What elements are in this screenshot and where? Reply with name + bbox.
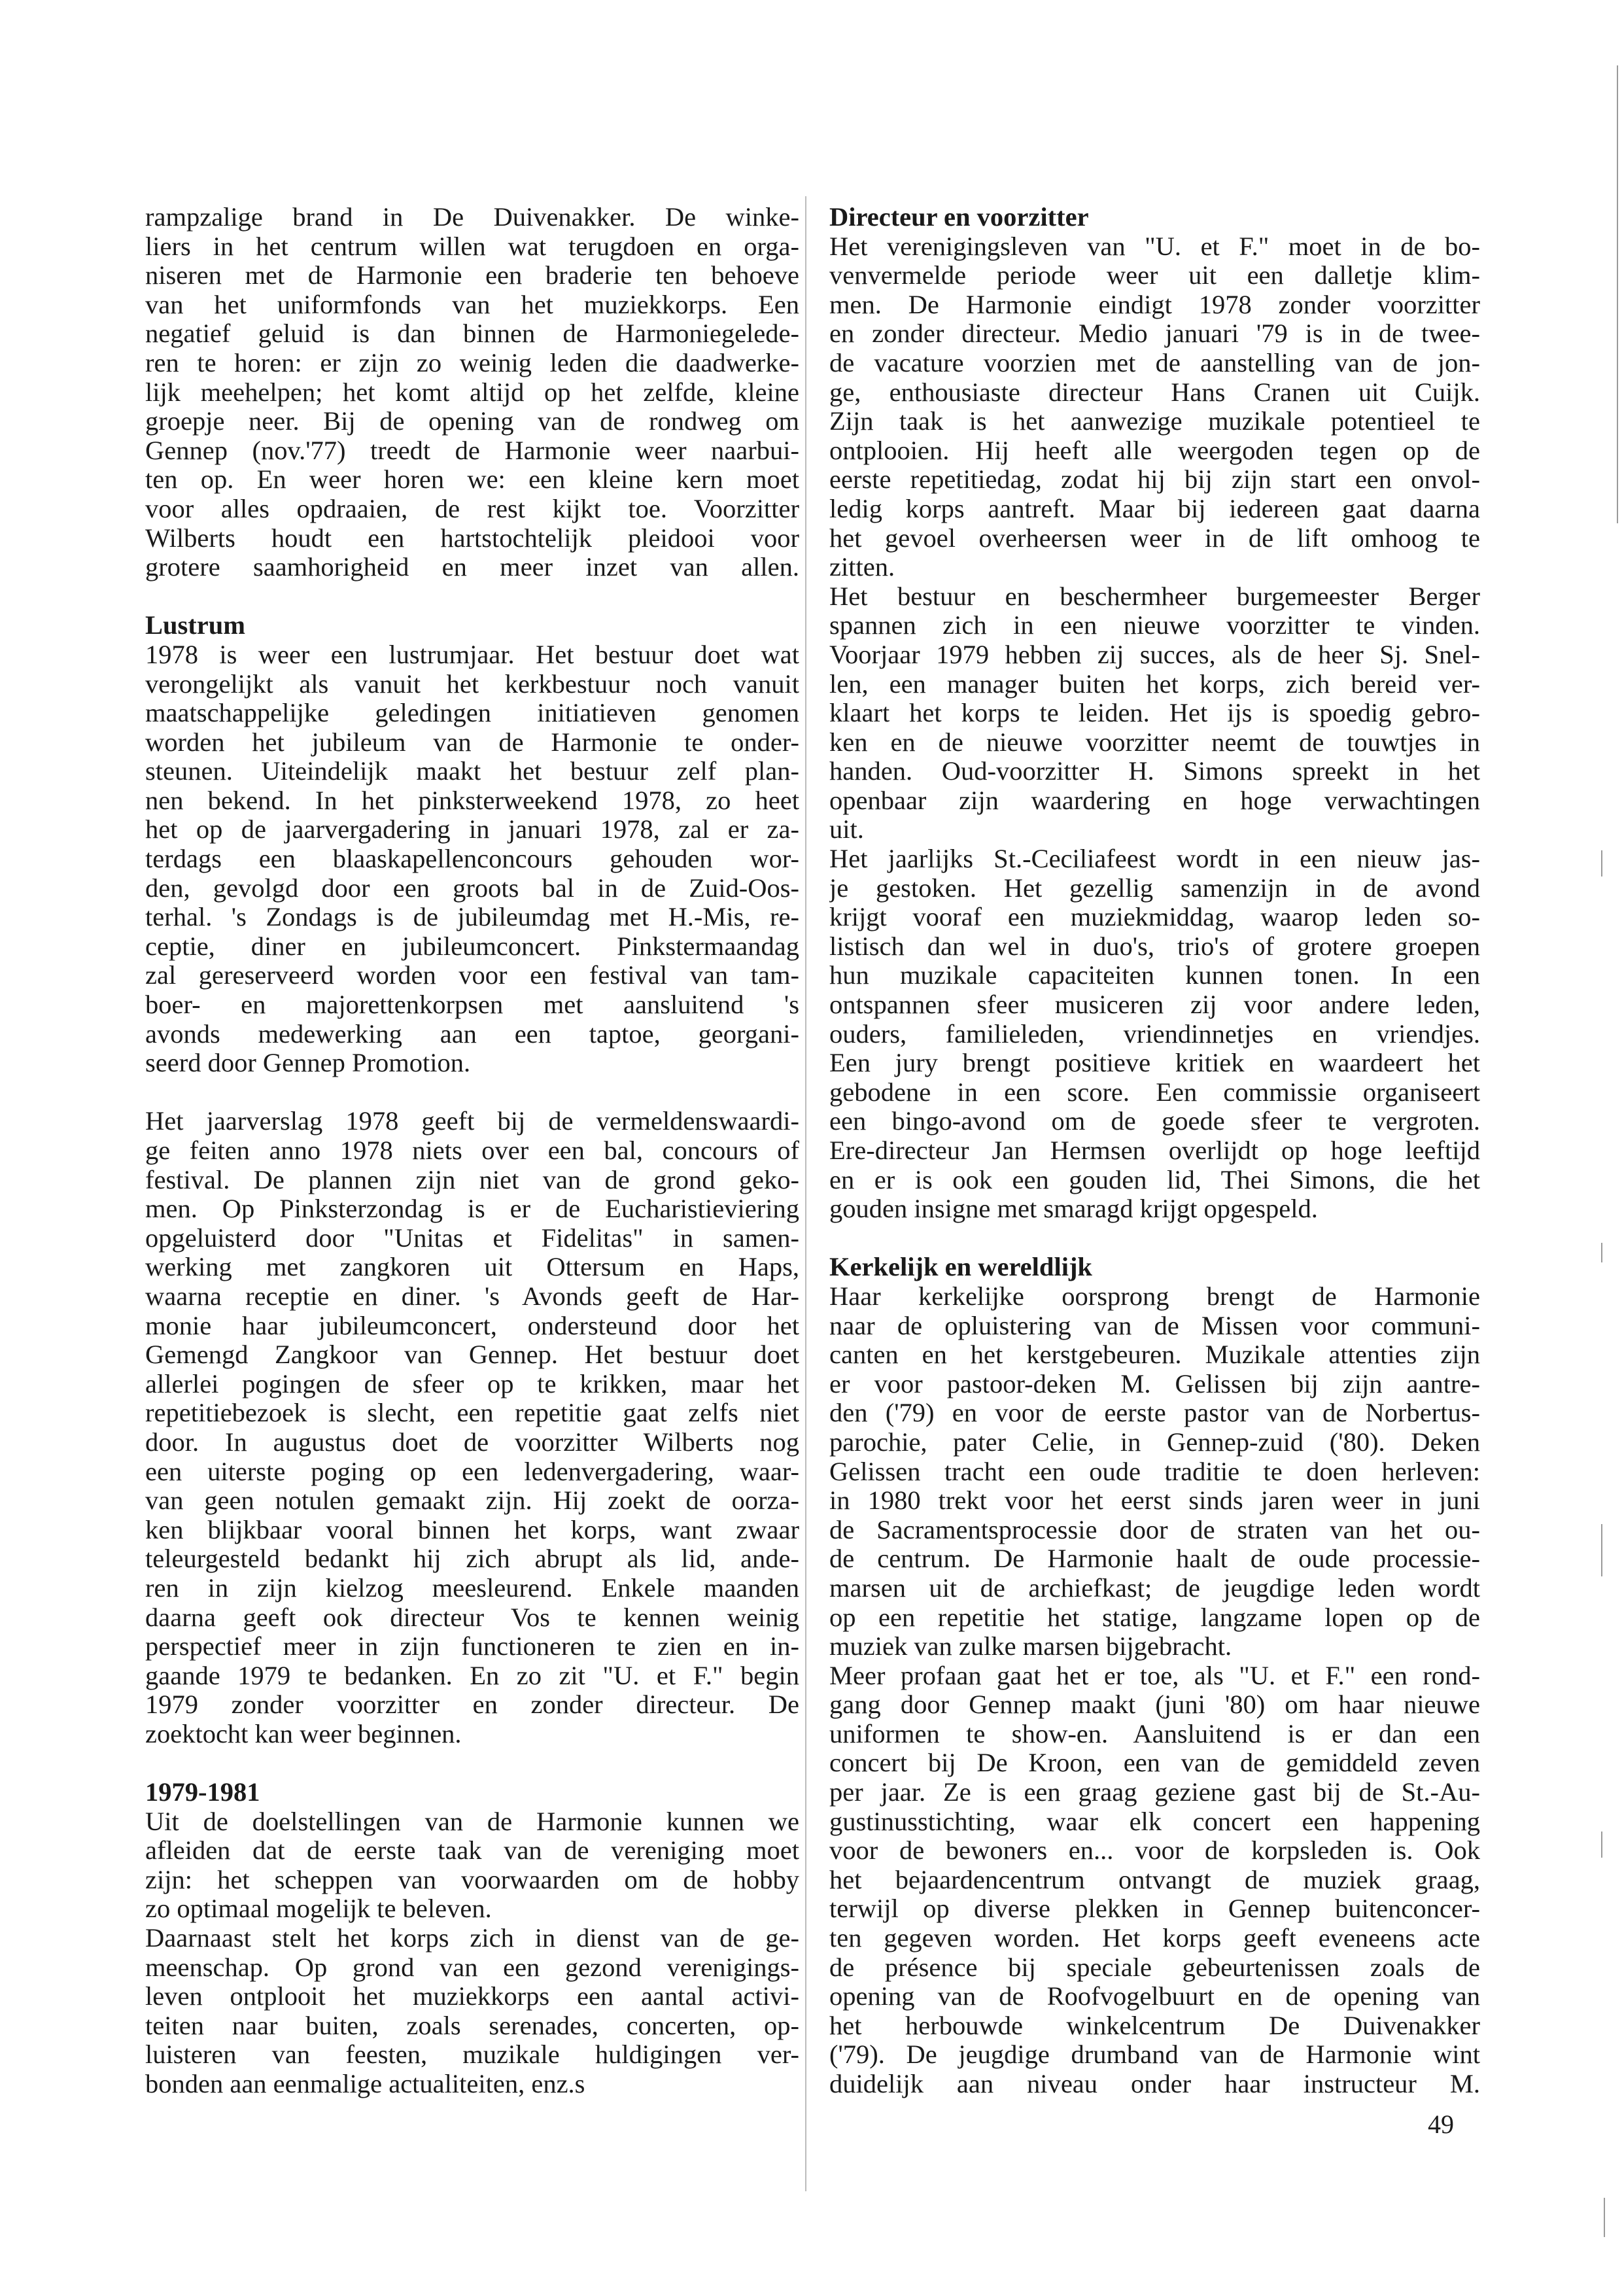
text-line: waarna receptie en diner. 's Avonds geeft de Har-: [145, 1281, 799, 1311]
column-divider: [805, 196, 806, 2191]
text-line: in 1980 trekt voor het eerst sinds jaren weer in juni: [829, 1486, 1480, 1516]
text-line: Gennep (nov.'77) treedt de Harmonie weer naarbui-: [145, 436, 799, 465]
scan-edge-mark: [1601, 1524, 1602, 1576]
text-line: afleiden dat de eerste taak van de vereniging moet: [145, 1836, 799, 1866]
text-line: canten en het kerstgebeuren. Muzikale attenties zijn: [829, 1340, 1480, 1370]
text-line: de présence bij speciale gebeurtenissen zoals de: [829, 1953, 1480, 1982]
period-paragraph: [145, 1807, 799, 1924]
text-line: krijgt vooraf een muziekmiddag, waarop leden so-: [829, 903, 1480, 932]
text-line: negatief geluid is dan binnen de Harmoniegelede-: [145, 319, 799, 349]
text-line: Gelissen tracht een oude traditie te doen herleven:: [829, 1457, 1480, 1486]
text-line: spannen zich in een nieuwe voorzitter te vinden.: [829, 611, 1480, 640]
bestuur-paragraph: [829, 582, 1480, 844]
text-line: er voor pastoor-deken M. Gelissen bij zijn aantre-: [829, 1369, 1480, 1398]
cecilia-paragraph: [829, 844, 1480, 1224]
scan-edge-mark: [1601, 1243, 1602, 1262]
text-line: seerd door Gennep Promotion.: [145, 1049, 471, 1078]
text-line: terdags een blaaskapellenconcours gehouden wor-: [145, 844, 799, 874]
text-line: avonds medewerking aan een taptoe, georgani-: [145, 1019, 799, 1049]
lustrum-paragraph: [145, 640, 799, 1078]
text-line: steunen. Uiteindelijk maakt het bestuur zelf plan-: [145, 757, 799, 786]
jaarverslag-paragraph: [145, 1107, 799, 1748]
text-line: festival. De plannen zijn niet van de grond geko-: [145, 1165, 799, 1194]
heading-directeur-en-voorzitter: Directeur en voorzitter: [829, 202, 1089, 232]
text-line: ge feiten anno 1978 niets over een bal, concours of: [145, 1136, 799, 1165]
text-line: gouden insigne met smaragd krijgt opgespeld.: [829, 1194, 1318, 1224]
text-line: maatschappelijke geledingen initiatieven genomen: [145, 699, 799, 728]
text-line: Meer profaan gaat het er toe, als "U. et F." een rond-: [829, 1661, 1480, 1690]
text-line: ledig korps aantreft. Maar bij iedereen gaat daarna: [829, 494, 1480, 523]
text-line: het herbouwde winkelcentrum De Duivenakker: [829, 2011, 1480, 2040]
text-line: 1979 zonder voorzitter en zonder directeur. De: [145, 1690, 799, 1720]
text-line: opening van de Roofvogelbuurt en de opening van: [829, 1982, 1480, 2011]
text-line: meenschap. Op grond van een gezond verenigings-: [145, 1953, 799, 1982]
heading-kerkelijk-en-wereldlijk: Kerkelijk en wereldlijk: [829, 1252, 1092, 1282]
text-line: groepje neer. Bij de opening van de rondweg om: [145, 407, 799, 436]
text-line: openbaar zijn waardering en hoge verwachtingen: [829, 786, 1480, 815]
text-line: den, gevolgd door een groots bal in de Zuid-Oos-: [145, 873, 799, 903]
text-line: ontspannen sfeer musiceren zij voor andere leden,: [829, 990, 1480, 1020]
text-line: marsen uit de archiefkast; de jeugdige leden wordt: [829, 1573, 1480, 1603]
text-line: het gevoel overheersen weer in de lift omhoog te: [829, 523, 1480, 553]
text-line: je gestoken. Het gezellig samenzijn in de avond: [829, 873, 1480, 903]
text-line: de Sacramentsprocessie door de straten van het ou-: [829, 1515, 1480, 1544]
text-line: eerste repetitiedag, zodat hij bij zijn start een onvol-: [829, 465, 1480, 495]
kerkelijk-paragraph: [829, 1282, 1480, 1661]
text-line: zal gereserveerd worden voor een festival van tam-: [145, 961, 799, 990]
left-column: [145, 203, 799, 2099]
text-line: het bejaardencentrum ontvangt de muziek graag,: [829, 1865, 1480, 1894]
text-line: gang door Gennep maakt (juni '80) om haar nieuwe: [829, 1690, 1480, 1720]
heading-1979-1981: 1979-1981: [145, 1777, 260, 1807]
text-line: Ere-directeur Jan Hermsen overlijdt op hoge leeftijd: [829, 1136, 1480, 1165]
text-line: ceptie, diner en jubileumconcert. Pinkstermaandag: [145, 931, 799, 961]
text-line: Wilberts houdt een hartstochtelijk pleidooi voor: [145, 523, 799, 553]
text-line: een bingo-avond om de goede sfeer te vergroten.: [829, 1107, 1480, 1136]
spacer: [829, 1224, 1480, 1253]
text-line: Het verenigingsleven van "U. et F." moet in de bo-: [829, 232, 1480, 261]
text-line: en er is ook een gouden lid, Thei Simons, die het: [829, 1165, 1480, 1194]
text-line: ten op. En weer horen we: een kleine kern moet: [145, 465, 799, 495]
text-line: leven ontplooit het muziekkorps een aantal activi-: [145, 1982, 799, 2011]
text-line: uniformen te show-en. Aansluitend is er dan een: [829, 1719, 1480, 1748]
text-line: monie haar jubileumconcert, ondersteund door het: [145, 1311, 799, 1340]
text-line: terhal. 's Zondags is de jubileumdag met H.-Mis, re-: [145, 903, 799, 932]
text-line: worden het jubileum van de Harmonie te onder-: [145, 727, 799, 757]
text-line: ren te horen: er zijn zo weinig leden die daadwerke-: [145, 348, 799, 377]
text-line: op een repetitie het statige, langzame lopen op de: [829, 1603, 1480, 1632]
text-line: ('79). De jeugdige drumband van de Harmonie wint: [829, 2040, 1480, 2070]
text-line: klaart het korps te leiden. Het ijs is spoedig gebro-: [829, 699, 1480, 728]
text-line: repetitiebezoek is slecht, een repetitie gaat zelfs niet: [145, 1398, 799, 1428]
text-line: lijk meehelpen; het komt altijd op het zelfde, kleine: [145, 377, 799, 407]
scan-edge-mark: [1604, 2198, 1605, 2237]
text-line: het op de jaarvergadering in januari 1978, zal er za-: [145, 815, 799, 844]
profaan-paragraph: [829, 1661, 1480, 2099]
text-line: gaande 1979 te bedanken. En zo zit "U. et F." begin: [145, 1661, 799, 1690]
text-line: Het jaarverslag 1978 geeft bij de vermeldenswaardi-: [145, 1107, 799, 1136]
text-line: zitten.: [829, 553, 895, 582]
text-line: hun muzikale capaciteiten kunnen tonen. In een: [829, 961, 1480, 990]
text-line: Zijn taak is het aanwezige muzikale potentieel te: [829, 407, 1480, 436]
text-line: Haar kerkelijke oorsprong brengt de Harmonie: [829, 1281, 1480, 1311]
daarnaast-paragraph: [145, 1924, 799, 2099]
text-line: Een jury brengt positieve kritiek en waardeert het: [829, 1049, 1480, 1078]
spacer: [145, 1748, 799, 1778]
spacer: [145, 582, 799, 612]
spacer: [145, 1078, 799, 1107]
text-line: Gemengd Zangkoor van Gennep. Het bestuur doet: [145, 1340, 799, 1370]
intro-paragraph: [145, 203, 799, 582]
text-line: rampzalige brand in De Duivenakker. De winke-: [145, 203, 799, 232]
text-line: gebodene in een score. Een commissie organiseert: [829, 1077, 1480, 1107]
text-line: listisch dan wel in duo's, trio's of grotere groepen: [829, 931, 1480, 961]
text-line: zijn: het scheppen van voorwaarden om de hobby: [145, 1865, 799, 1894]
text-line: handen. Oud-voorzitter H. Simons spreekt in het: [829, 757, 1480, 786]
text-line: gustinusstichting, waar elk concert een happening: [829, 1807, 1480, 1836]
text-line: uit.: [829, 815, 864, 844]
text-line: Voorjaar 1979 hebben zij succes, als de heer Sj. Snel-: [829, 640, 1480, 669]
text-line: teleurgesteld bedankt hij zich abrupt als lid, ande-: [145, 1544, 799, 1574]
text-line: zo optimaal mogelijk te beleven.: [145, 1894, 492, 1924]
text-line: van geen notulen gemaakt zijn. Hij zoekt de oorza-: [145, 1486, 799, 1516]
text-line: ren in zijn kielzog meesleurend. Enkele maanden: [145, 1573, 799, 1603]
text-line: per jaar. Ze is een graag geziene gast bij de St.-Au-: [829, 1778, 1480, 1807]
text-line: allerlei pogingen de sfeer op te krikken, maar het: [145, 1369, 799, 1398]
text-line: len, een manager buiten het korps, zich bereid ver-: [829, 669, 1480, 699]
text-line: de centrum. De Harmonie haalt de oude processie-: [829, 1544, 1480, 1574]
text-line: werking met zangkoren uit Ottersum en Haps,: [145, 1253, 799, 1282]
text-line: liers in het centrum willen wat terugdoen en orga-: [145, 232, 799, 261]
page-number: 49: [1428, 2110, 1454, 2139]
text-line: niseren met de Harmonie een braderie ten behoeve: [145, 261, 799, 290]
text-line: boer- en majorettenkorpsen met aansluitend 's: [145, 990, 799, 1020]
text-line: voor de bewoners en... voor de korpsleden is. Ook: [829, 1836, 1480, 1866]
text-line: men. De Harmonie eindigt 1978 zonder voorzitter: [829, 290, 1480, 319]
right-column: [829, 203, 1480, 2099]
text-line: nen bekend. In het pinksterweekend 1978, zo heet: [145, 786, 799, 815]
text-line: teiten naar buiten, zoals serenades, concerten, op-: [145, 2011, 799, 2040]
text-line: ten gegeven worden. Het korps geeft eveneens acte: [829, 1924, 1480, 1953]
text-line: opgeluisterd door "Unitas et Fidelitas" in samen-: [145, 1223, 799, 1253]
text-line: van het uniformfonds van het muziekkorps. Een: [145, 290, 799, 319]
heading-lustrum: Lustrum: [145, 610, 246, 640]
text-line: luisteren van feesten, muzikale huldigingen ver-: [145, 2040, 799, 2070]
text-line: parochie, pater Celie, in Gennep-zuid ('80). Deken: [829, 1427, 1480, 1457]
directeur-paragraph: [829, 232, 1480, 582]
text-line: grotere saamhorigheid en meer inzet van allen.: [145, 553, 799, 582]
text-line: ken en de nieuwe voorzitter neemt de touwtjes in: [829, 727, 1480, 757]
text-line: bonden aan eenmalige actualiteiten, enz.s: [145, 2070, 585, 2098]
text-line: en zonder directeur. Medio januari '79 is in de twee-: [829, 319, 1480, 349]
scan-edge-mark: [1601, 1832, 1602, 1858]
text-line: men. Op Pinksterzondag is er de Eucharistieviering: [145, 1194, 799, 1224]
text-line: Het jaarlijks St.-Ceciliafeest wordt in een nieuw jas-: [829, 844, 1480, 874]
text-line: muziek van zulke marsen bijgebracht.: [829, 1632, 1232, 1661]
text-line: Daarnaast stelt het korps zich in dienst van de ge-: [145, 1924, 799, 1953]
scan-edge-mark: [1601, 850, 1602, 877]
text-line: daarna geeft ook directeur Vos te kennen weinig: [145, 1603, 799, 1632]
text-line: door. In augustus doet de voorzitter Wilberts nog: [145, 1427, 799, 1457]
text-line: perspectief meer in zijn functioneren te zien en in-: [145, 1632, 799, 1661]
text-line: venvermelde periode weer uit een dalletje klim-: [829, 261, 1480, 290]
text-line: Uit de doelstellingen van de Harmonie kunnen we: [145, 1807, 799, 1836]
text-line: ken blijkbaar vooral binnen het korps, want zwaar: [145, 1515, 799, 1544]
text-line: duidelijk aan niveau onder haar instructeur M.: [829, 2070, 1480, 2098]
scan-edge-mark: [1617, 65, 1618, 523]
text-line: voor alles opdraaien, de rest kijkt toe. Voorzitter: [145, 494, 799, 523]
text-line: een uiterste poging op een ledenvergadering, waar-: [145, 1457, 799, 1486]
text-line: den ('79) en voor de eerste pastor van de Norbertus-: [829, 1398, 1480, 1428]
text-line: zoektocht kan weer beginnen.: [145, 1719, 462, 1748]
text-line: terwijl op diverse plekken in Gennep buitenconcer-: [829, 1894, 1480, 1924]
text-line: Het bestuur en beschermheer burgemeester Berger: [829, 582, 1480, 611]
text-line: ouders, familieleden, vriendinnetjes en vriendjes.: [829, 1019, 1480, 1049]
text-line: ontplooien. Hij heeft alle weergoden tegen op de: [829, 436, 1480, 465]
text-line: naar de opluistering van de Missen voor communi-: [829, 1311, 1480, 1340]
text-line: ge, enthousiaste directeur Hans Cranen uit Cuijk.: [829, 377, 1480, 407]
text-line: concert bij De Kroon, een van de gemiddeld zeven: [829, 1748, 1480, 1778]
text-line: 1978 is weer een lustrumjaar. Het bestuur doet wat: [145, 640, 799, 669]
text-line: verongelijkt als vanuit het kerkbestuur noch vanuit: [145, 669, 799, 699]
text-line: de vacature voorzien met de aanstelling van de jon-: [829, 348, 1480, 377]
